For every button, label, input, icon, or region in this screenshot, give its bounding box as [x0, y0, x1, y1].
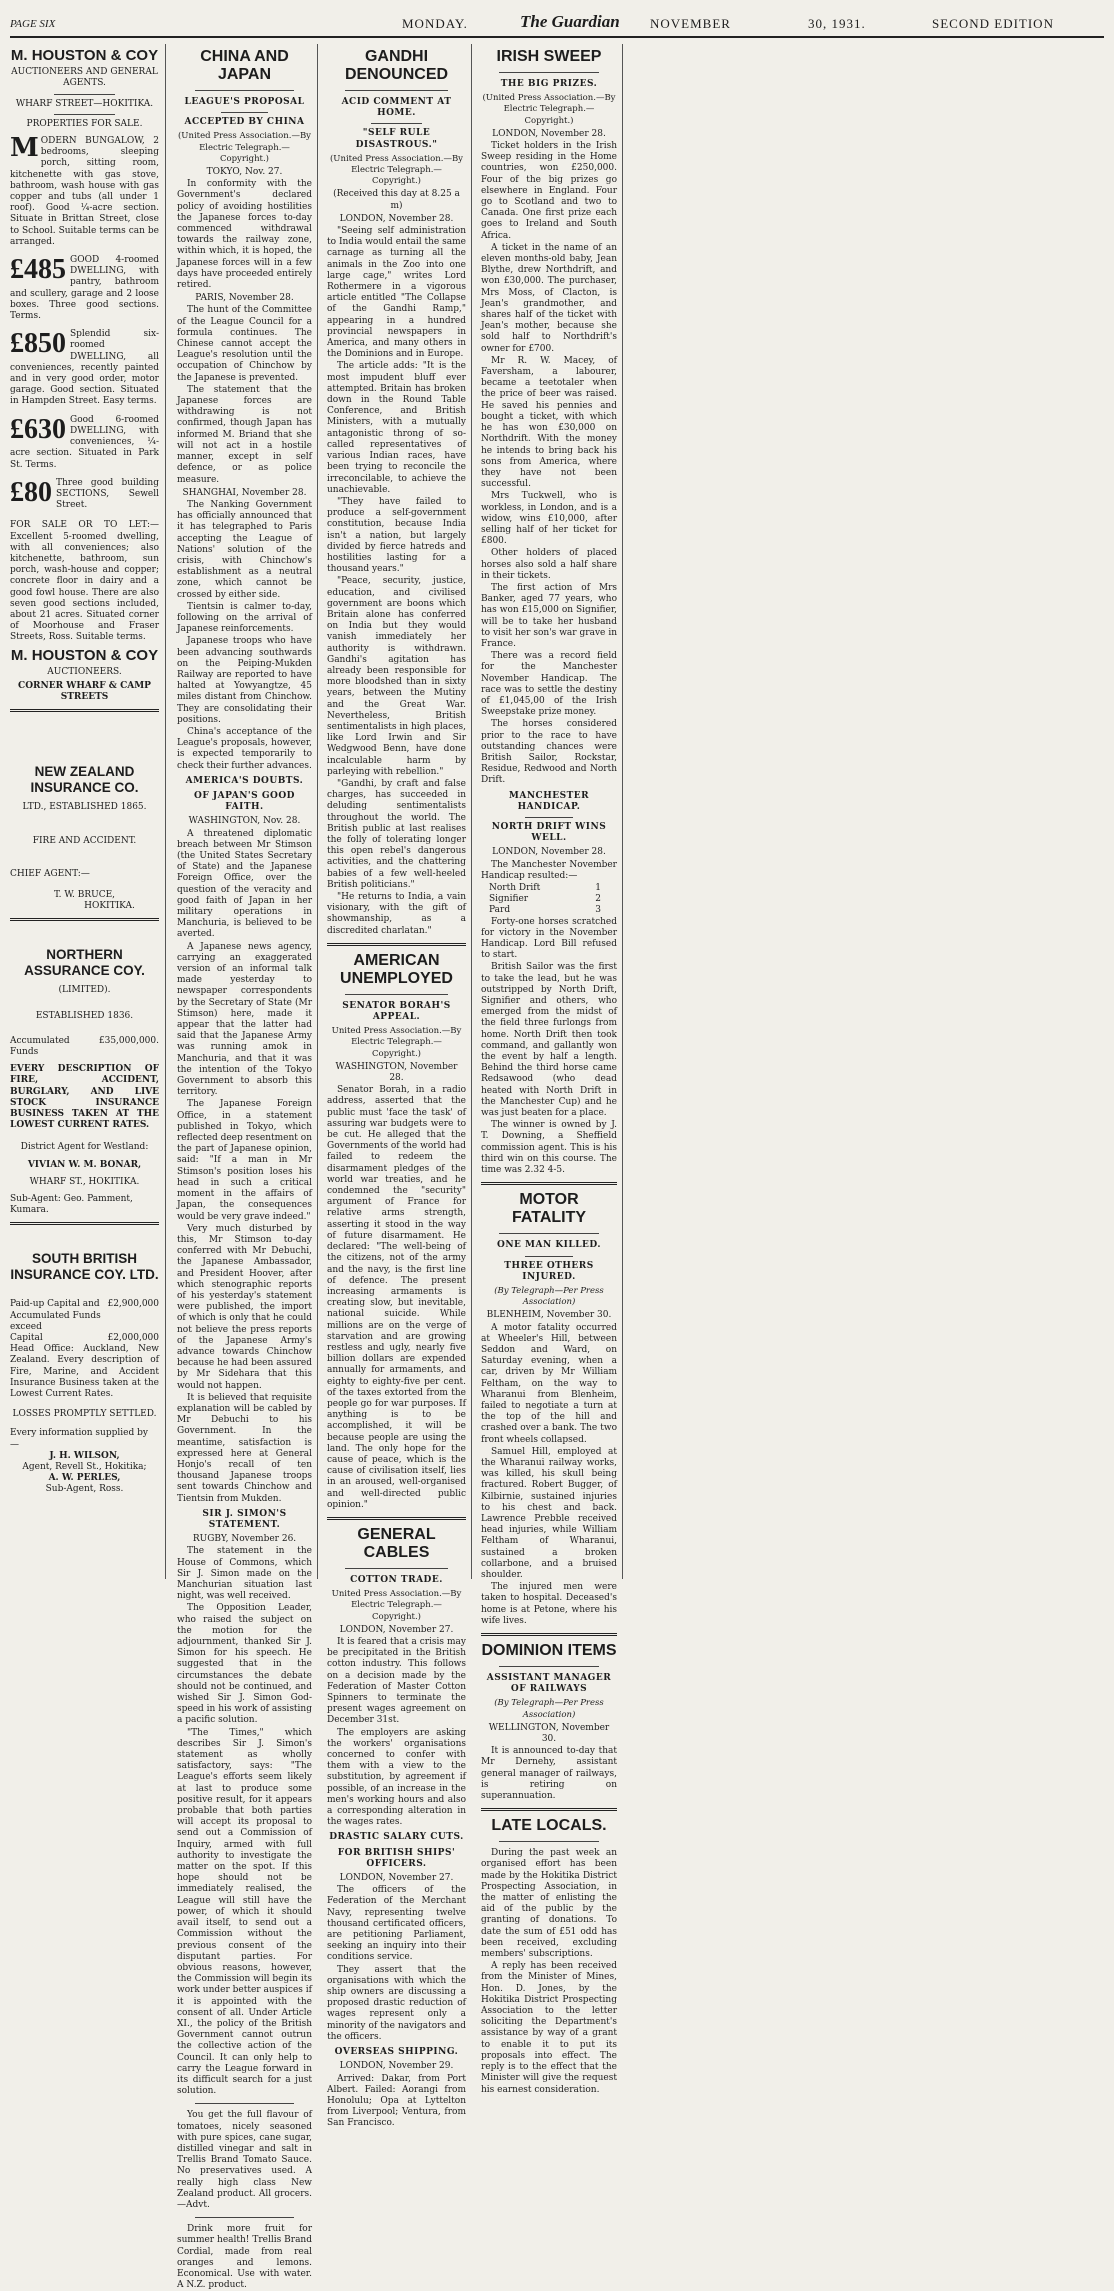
ad-line: WHARF STREET—HOKITIKA. — [15, 98, 154, 109]
article-paragraph: "Peace, security, justice, education, and civilised government are boons which Britain alone has conferred on India but they would vanish immediately her authority is withdrawn. Gandhi's agitation has already been responsible for more bloodshed than in sixty years, between the Mutiny and the Great War. Nevertheless, British sentimentalists in high places, like Lord Irwin and Sir Wedgwood Benn, have done incalculable harm by parleying with rebellion." — [327, 576, 466, 777]
divider — [195, 2217, 294, 2218]
article-paragraph: The officers of the Federation of the Merchant Navy, representing twelve thousand certificated officers, are petitioning Parliament, seeking an inquiry into their conditions service. — [327, 1885, 466, 1963]
article-subhead: ONE MAN KILLED. — [496, 1240, 602, 1251]
article-subhead: SIR J. SIMON'S STATEMENT. — [202, 1508, 287, 1530]
article-credit: (United Press Association.—By Electric Telegraph.—Copyright.) — [482, 93, 616, 126]
divider — [10, 709, 159, 712]
ad-line: AUCTIONEERS. — [47, 666, 122, 677]
article-credit: (By Telegraph—Per Press Association) — [494, 1698, 604, 1720]
ad-text: £80 Three good building SECTIONS, Sewell Street. — [10, 476, 159, 511]
article-credit: United Press Association.—By Electric Telegraph.—Copyright.) — [331, 1026, 462, 1059]
article-subhead: SENATOR BORAH'S APPEAL. — [342, 1000, 451, 1023]
dateline: WELLINGTON, November 30. — [488, 1722, 610, 1745]
article-paragraph: During the past week an organised effort has been made by the Hokitika District Prospecting Association, in the matter of enlisting the aid of the public by the granting of donations. To date the sum of £51 odd has been received, excluding members' subscriptions. — [481, 1848, 617, 1960]
ad-line: District Agent for Westland: — [20, 1142, 149, 1153]
article-paragraph: The Manchester November Handicap resulted:— — [481, 859, 617, 881]
ad-line: Sub-Agent, Ross. — [45, 1484, 124, 1495]
ad-text: EVERY DESCRIPTION OF FIRE, ACCIDENT, BURGLARY, AND LIVE STOCK INSURANCE BUSINESS TAKEN AT THE LOWEST CURRENT RATES. — [10, 1064, 159, 1131]
ad-text: MODERN BUNGALOW, 2 bedrooms, sleeping porch, sitting room, kitchenette with gas stove, bathroom, wash house with gas copper and tubs (all under 1 roof). Good ¼-acre section. Situate in Brittan Street, close to School. Suitable terms can be arranged. — [10, 133, 159, 247]
advertorial-paragraph: You get the full flavour of tomatoes, nicely seasoned with pure spices, cane sugar, distilled vinegar and salt in Trellis Brand Tomato Sauce. No preservatives used. A really high class New Zealand product. All grocers.—Advt. — [177, 2110, 312, 2210]
article-paragraph: Ticket holders in the Irish Sweep residing in the Home countries, won £250,000. Four of the big prizes go elsewhere in England. Four go to Scotland and two to Canada. One first prize each goes to Ireland and South Africa. — [481, 141, 617, 241]
article-paragraph: "The Times," which describes Sir J. Simon's statement as wholly satisfactory, says: "The League's efforts seem likely at last to produce some positive result, for it appears probable that both parties will accept its proposal to send out a Commission of Inquiry, armed with full authority to investigate the matter on the spot. If this hope should not be immediately realised, the League will still have the power, of which it should avail itself, to send out a Commission without the previous consent of the disputant parties. For obvious reasons, however, the Commission will begin its work under better auspices if it is appointed with the consent of all. Under Article XI., the policy of the British Government cannot outrun the collective action of the Council. It can only help to carry the League forward in its difficult search for a just solution. — [177, 1727, 312, 2097]
article-paragraph: Senator Borah, in a radio address, asserted that the public must 'face the task' of assuring war budgets were to be cut. He alleged that the Governments of the world had failed to redeem the disarmament pledges of the world war treaties, and he condemned the "security" argument of France for relative arms strength, asserting it stood in the way of future disarmament. He declared: "The well-being of the citizens, not of the army and the navy, is the first line of defence. The present increasing armaments is creating slow, but inevitable, national suicide. While millions are on the verge of starvation and are growing restless and ugly, nearly five billion dollars are expended annually for armaments, and eighty to eighty-five per cent. of the taxes extorted from the people go for war purposes. If anything is to be accomplished, it will be because people are using the land. The only hope for the cause of peace, which is the cause of civilisation itself, lies in an aroused, well-organised and well-directed public opinion." — [327, 1085, 466, 1510]
dateline: RUGBY, November 26. — [192, 1534, 297, 1545]
article-paragraph: "They have failed to produce a self-government constitution, because India isn't a nation, but largely divided by fierce hatreds and hostilities lasting for a thousand years." — [327, 496, 466, 575]
article-subhead: COTTON TRADE. — [350, 1574, 443, 1585]
dateline: SHANGHAI, November 28. — [182, 487, 307, 498]
masthead-day: MONDAY. — [402, 16, 468, 31]
article-paragraph: Samuel Hill, employed at the Wharanui railway works, was killed, his skull being fractured. Robert Bugger, of Kilbirnie, sustained injuries to his chest and back. Lawrence Prebble received head injuries, while William Feltham of Wharanui, sustained a broken collarbone, and a bruised shoulder. — [481, 1446, 617, 1580]
ad-line: HOKITIKA. — [84, 901, 135, 912]
divider — [10, 918, 159, 921]
article-paragraph: It is announced to-day that Mr Dernehy, assistant general manager of railways, is retiring on superannuation. — [481, 1746, 617, 1802]
column-china-japan — [172, 44, 318, 2291]
dateline: WASHINGTON, Nov. 28. — [188, 816, 301, 827]
dateline: LONDON, November 28. — [492, 128, 606, 139]
article-paragraph: A threatened diplomatic breach between Mr Stimson (the United States Secretary of State) and the Japanese Foreign Office, over the question of the veracity and good faith of Japan in her military operations in Manchuria, is believed to be averted. — [177, 828, 312, 940]
article-paragraph: It is feared that a crisis may be precipitated in the British cotton industry. This follows on a decision made by the Federation of Master Cotton Spinners to terminate the present wages agreement on December 31st. — [327, 1636, 466, 1726]
article-paragraph: The Opposition Leader, who raised the subject on the motion for the adjournment, thanked Sir J. Simon for his speech. He suggested that in the circumstances the debate should not be continued, and wished Sir J. Simon God-speed in his work of assisting a pacific solution. — [177, 1603, 312, 1726]
dateline: TOKYO, Nov. 27. — [206, 167, 283, 178]
dateline: PARIS, November 28. — [195, 293, 294, 304]
ad-line: WHARF ST., HOKITIKA. — [29, 1176, 140, 1187]
divider — [54, 114, 115, 115]
article-subhead: OVERSEAS SHIPPING. — [334, 2047, 459, 2058]
article-paragraph: China's acceptance of the League's proposals, however, is expected temporarily to check their further advances. — [177, 726, 312, 771]
article-paragraph: Very much disturbed by this, Mr Stimson to-day conferred with Mr Debuchi, the Japanese Ambassador, and President Hoover, after which stenographic reports of his yesterday's statement were published, the import of which is only that he could not believe the press reports of the Japanese Army's advance towards Chinchow because he had been assured by Mr Sidehara that this would not happen. — [177, 1223, 312, 1391]
divider — [10, 1222, 159, 1225]
dateline: LONDON, November 29. — [339, 2061, 454, 2072]
article-subhead: ACID COMMENT AT HOME. — [341, 97, 452, 119]
divider — [195, 90, 294, 91]
dateline: LONDON, November 28. — [492, 847, 606, 858]
ad-line: VIVIAN W. M. BONAR, — [27, 1159, 142, 1170]
divider — [345, 90, 448, 91]
divider — [327, 943, 466, 946]
article-paragraph: A ticket in the name of an eleven months-old baby, Jean Blythe, drew Northdrift, and won £30,000. The purchaser, Mrs Moss, of Clacton, is Jean's grandmother, and shares half of the ticket with Jean's mother, because she sold half to Northdrift's owner for £700. — [481, 242, 617, 354]
article-paragraph: The article adds: "It is the most impudent bluff ever attempted. Britain has broken down in the Round Table Conference, and British Ministers, with a mutually antagonistic throng of so-called representatives of various Indian races, have been trying to reconcile the irreconcilable, to achieve the unachievable. — [327, 361, 466, 495]
ad-line: Every information supplied by — — [10, 1428, 148, 1450]
article-credit: (By Telegraph—Per Press Association) — [494, 1285, 604, 1308]
ad-line: CHIEF AGENT:— — [10, 868, 90, 879]
article-headline: GANDHI DENOUNCED — [344, 48, 449, 83]
ad-capital-row: Capital £2,000,000 — [10, 1333, 159, 1344]
ad-line: PROPERTIES FOR SALE. — [26, 118, 143, 129]
ad-text: £850 Splendid six-roomed DWELLING, all conveniences, recently painted and in very good order, motor garage. Good section. Situated in Hampden Street. Easy terms. — [10, 328, 159, 407]
advertorial-paragraph: Drink more fruit for summer health! Trellis Brand Cordial, made from real oranges and lemons. Economical. Use with water. A N.Z. product. — [177, 2224, 312, 2291]
divider — [221, 112, 268, 113]
dateline: LONDON, November 27. — [339, 1624, 454, 1635]
article-headline: GENERAL CABLES — [357, 1525, 436, 1561]
article-paragraph: "Gandhi, by craft and false charges, has succeeded in deluding sentimentalists throughout the world. The British public at last realises the folly of tolerating longer this open rebel's dangerous activities, and the chattering babies of a few well-heeled British politicians." — [327, 778, 466, 890]
column-gandhi — [322, 44, 472, 2129]
divider — [499, 1666, 599, 1667]
ad-text: FOR SALE OR TO LET:—Excellent 5-roomed dwelling, with all conveniences; also kitchenette, bathroom, sun porch, wash-house and copper; concrete floor in dairy and a good fowl house. There are also seven good sections included, about 21 acres. Situated corner of Moorhouse and Fraser Streets, Ross. Suitable terms. — [10, 520, 159, 643]
ad-line: Sub-Agent: Geo. Pamment, Kumara. — [10, 1194, 133, 1216]
ad-line: LTD., ESTABLISHED 1865. — [22, 802, 147, 813]
article-paragraph: Mrs Tuckwell, who is workless, in London, and is a widow, wins £10,000, after selling half of her ticket for £800. — [481, 491, 617, 547]
ad-line: J. H. WILSON, — [49, 1450, 120, 1461]
article-paragraph: A reply has been received from the Minister of Mines, Hon. D. Jones, by the Hokitika District Prospecting Association to the letter soliciting the Department's assistance by way of a grant to enable it to put its proposals into effect. The reply is to the effect that the Minister will give the request his earnest consideration. — [481, 1961, 617, 2095]
masthead — [10, 6, 1104, 38]
ad-text: Head Office: Auckland, New Zealand. Every description of Fire, Marine, and Accident Insurance Business taken at the Lowest Current Rates. — [10, 1344, 159, 1400]
article-paragraph: Other holders of placed horses also sold a half share in their tickets. — [481, 548, 617, 581]
divider — [345, 994, 448, 995]
article-paragraph: The horses considered prior to the race to have outstanding chances were British Sailor, Rockstar, Residue, Redwood and North Drift. — [481, 719, 617, 786]
article-paragraph: Tientsin is calmer to-day, following on the arrival of Japanese reinforcements. — [177, 601, 312, 635]
article-headline: DOMINION ITEMS — [481, 1642, 617, 1659]
article-subhead: DRASTIC SALARY CUTS. — [329, 1832, 464, 1843]
article-subhead: "SELF RULE DISASTROUS." — [355, 128, 438, 150]
article-subhead: FOR BRITISH SHIPS' OFFICERS. — [337, 1847, 456, 1869]
dateline: LONDON, November 27. — [339, 1873, 454, 1884]
article-paragraph: "He returns to India, a vain visionary, with the gift of showmanship, as a discredited charlatan." — [327, 892, 466, 936]
newspaper-title: The Guardian — [520, 12, 620, 31]
ad-line: FIRE AND ACCIDENT. — [32, 835, 137, 846]
divider — [481, 1633, 617, 1636]
article-paragraph: They assert that the organisations with which the ship owners are discussing a proposed drastic reduction of wages represent only a minority of the navigators and the officers. — [327, 1964, 466, 2042]
ad-firm-name: SOUTH BRITISH INSURANCE COY. LTD. — [10, 1251, 159, 1283]
ad-line: (LIMITED). — [58, 985, 111, 996]
article-subhead: THREE OTHERS INJURED. — [504, 1260, 594, 1282]
article-paragraph: The injured men were taken to hospital. Deceased's home is at Petone, where his wife lives. — [481, 1582, 617, 1626]
divider — [525, 1256, 573, 1257]
article-paragraph: It is believed that requisite explanation will be cabled by Mr Debuchi to his Government. In the meantime, satisfaction is expressed here at General Honjo's recall of ten thousand Japanese troops sent towards Chinchow and Tientsin from Mukden. — [177, 1392, 312, 1504]
ad-firm-name: M. HOUSTON & COY — [10, 646, 159, 664]
article-paragraph: The Nanking Government has officially announced that it has telegraphed to Paris accepting the League of Nations' solution of the crisis, with Chinchow's establishment as a neutral zone, which cannot be crossed by either side. — [177, 499, 312, 600]
article-paragraph: British Sailor was the first to take the lead, but he was outstripped by North Drift, Signifier and others, who emerged from the midst of the field three furlongs from home. North Drift then took command, and gallantly won the event by half a length. Behind the third horse came Redsawood (who dead heated with North Drift in the Manchester Cup) and he was just beaten for a place. — [481, 962, 617, 1119]
article-paragraph: Mr R. W. Macey, of Faversham, a labourer, became a teetotaler when the price of beer was raised. He saved his pennies and bought a ticket, with which he has won £30,000 on Northdrift. With the money he intends to bring back his sons from America, where they have not been successful. — [481, 355, 617, 490]
result-row: North Drift 1 — [489, 883, 601, 894]
article-credit: United Press Association.—By Electric Telegraph.—Copyright.) — [331, 1589, 462, 1622]
divider — [54, 94, 115, 95]
column-advertisements — [10, 44, 166, 1579]
article-paragraph: In conformity with the Government's declared policy of avoiding hostilities the Japanese forces to-day commenced withdrawal towards the railway zone, within which, it is hoped, the Japanese forces will in a few days have proceeded entirely retired. — [177, 179, 312, 291]
edition-label: SECOND EDITION — [932, 16, 1054, 31]
column-irish-sweep — [476, 44, 623, 2095]
article-paragraph: The statement in the House of Commons, which Sir J. Simon made on the Manchurian situation last night, was well received. — [177, 1546, 312, 1602]
divider — [327, 1517, 466, 1520]
article-headline: LATE LOCALS. — [491, 1817, 607, 1835]
ad-capital-row: Paid-up Capital and Accumulated Funds exceed £2,900,000 — [10, 1299, 159, 1332]
ad-line: LOSSES PROMPTLY SETTLED. — [12, 1409, 157, 1420]
article-paragraph: There was a record field for the Manchester November Handicap. The race was to settle the destiny of £1,045,00 of the Irish Sweepstake prize money. — [481, 651, 617, 718]
article-subhead: ACCEPTED BY CHINA — [184, 117, 305, 128]
article-subhead: THE BIG PRIZES. — [500, 79, 598, 89]
article-headline: AMERICAN UNEMPLOYED — [340, 951, 453, 987]
article-credit: (United Press Association.—By Electric Telegraph.—Copyright.) — [177, 131, 311, 164]
article-paragraph: "Seeing self administration to India would entail the same carnage as turning all the animals in the Zoo into one large cage," writes Lord Rothermere in a vigorous article entitled "The Collapse of the Gandhi Ramp," appearing in a hundred provincial newspapers in America, and many others in the Dominions and in Europe. — [327, 226, 466, 360]
article-headline: CHINA AND JAPAN — [200, 48, 289, 83]
article-paragraph: Forty-one horses scratched for victory in the November Handicap. Lord Bill refused to start. — [481, 916, 617, 961]
ad-text: £485 GOOD 4-roomed DWELLING, with pantry, bathroom and scullery, garage and 2 loose boxes. Three good sections. Terms. — [10, 254, 159, 322]
result-row: Signifier 2 — [489, 894, 601, 905]
article-paragraph: Japanese troops who have been advancing southwards on the Peiping-Mukden Railway are reported to have halted at Yowyangtze, 45 miles distant from Chinchow. They are consolidating their positions. — [177, 636, 312, 725]
received-time: (Received this day at 8.25 a m) — [333, 189, 460, 211]
article-paragraph: The first action of Mrs Banker, aged 77 years, who has won £15,000 on Signifier, will be to take her husband to visit her son's war grave in France. — [481, 582, 617, 649]
article-paragraph: Arrived: Dakar, from Port Albert. Failed: Aorangi from Honolulu; Opa at Lyttelton from Liverpool; Ventura, from San Francisco. — [327, 2073, 466, 2129]
divider — [499, 1841, 599, 1842]
article-paragraph: The winner is owned by J. T. Downing, a Sheffield commission agent. This is his third win on this course. The time was 2.32 4-5. — [481, 1120, 617, 1176]
article-headline: IRISH SWEEP — [496, 48, 602, 65]
article-subhead: AMERICA'S DOUBTS. — [185, 775, 304, 786]
masthead-month: NOVEMBER — [650, 16, 731, 31]
result-row: Pard 3 — [489, 905, 601, 916]
divider — [481, 1808, 617, 1811]
article-subhead: NORTH DRIFT WINS WELL. — [491, 822, 607, 844]
ad-line: AUCTIONEERS AND GENERAL AGENTS. — [11, 67, 158, 89]
ad-firm-name: NEW ZEALAND INSURANCE CO. — [30, 764, 139, 796]
article-credit: (United Press Association.—By Electric Telegraph.—Copyright.) — [329, 153, 463, 187]
divider — [195, 2103, 294, 2104]
ad-line: ESTABLISHED 1836. — [35, 1010, 134, 1021]
ad-firm-name: NORTHERN ASSURANCE COY. — [24, 947, 145, 979]
masthead-year: 30, 1931. — [808, 16, 866, 31]
divider — [345, 1568, 448, 1569]
ad-line: CORNER WHARF & CAMP STREETS — [18, 680, 151, 703]
dateline: LONDON, November 28. — [339, 213, 454, 224]
divider — [499, 1233, 599, 1234]
ad-line: A. W. PERLES, — [48, 1473, 121, 1484]
article-paragraph: The Japanese Foreign Office, in a statement published in Tokyo, which reflected deep resentment on the part of Japanese opinion, said: "If a man in Mr Stimson's position loses his head in such a critical moment in the affairs of Japan, the consequences would be very grave indeed." — [177, 1099, 312, 1222]
article-subhead: LEAGUE'S PROPOSAL — [184, 97, 305, 107]
article-headline: MOTOR FATALITY — [511, 1191, 587, 1227]
article-subhead: OF JAPAN'S GOOD FAITH. — [194, 790, 295, 813]
article-paragraph: A Japanese news agency, carrying an exaggerated version of an informal talk made yesterday to newspaper correspondents by the Secretary of State (Mr Stimson) here, made it appear that the latter had said that the Japanese Army was running amok in Manchuria, and that it was the intention of the Tokyo Government to absorb this territory. — [177, 941, 312, 1098]
ad-text: £630 Good 6-roomed DWELLING, with conveniences, ¼-acre section. Situated in Park St. Terms. — [10, 413, 159, 470]
article-paragraph: A motor fatality occurred at Wheeler's Hill, between Seddon and Ward, on Saturday evening, when a car, driven by Mr William Feltham, on the way to Wharanui from Blenheim, failed to negotiate a turn at the top of the hill and crashed over a bank. The two front wheels collapsed. — [481, 1322, 617, 1445]
article-subhead: MANCHESTER HANDICAP. — [508, 790, 590, 812]
page-number: PAGE SIX — [10, 18, 56, 30]
ad-funds-row: Accumulated Funds £35,000,000. — [10, 1035, 159, 1057]
ad-line: Agent, Revell St., Hokitika; — [22, 1462, 147, 1473]
divider — [499, 72, 599, 73]
ad-line: T. W. BRUCE, — [53, 889, 116, 900]
article-subhead: ASSISTANT MANAGER OF RAILWAYS — [486, 1673, 612, 1695]
dateline: BLENHEIM, November 30. — [486, 1310, 612, 1321]
ad-firm-name: M. HOUSTON & COY — [10, 47, 159, 64]
divider — [525, 817, 573, 818]
article-paragraph: The hunt of the Committee of the League Council for a formula continues. The Chinese cannot accept the League's resolution until the occupation of Chinchow by the Japanese is prevented. — [177, 305, 312, 383]
dateline: WASHINGTON, November 28. — [335, 1061, 458, 1084]
divider — [481, 1182, 617, 1185]
article-paragraph: The employers are asking the workers' organisations concerned to confer with them with a view to the substitution, by agreement if possible, of an increase in the men's working hours and also a corresponding alteration in the wages rates. — [327, 1727, 466, 1828]
article-paragraph: The statement that the Japanese forces are withdrawing is not confirmed, though Japan has informed M. Briand that she will not act in a hostile manner, except in self defence, or as police measure. — [177, 384, 312, 485]
divider — [371, 123, 422, 124]
